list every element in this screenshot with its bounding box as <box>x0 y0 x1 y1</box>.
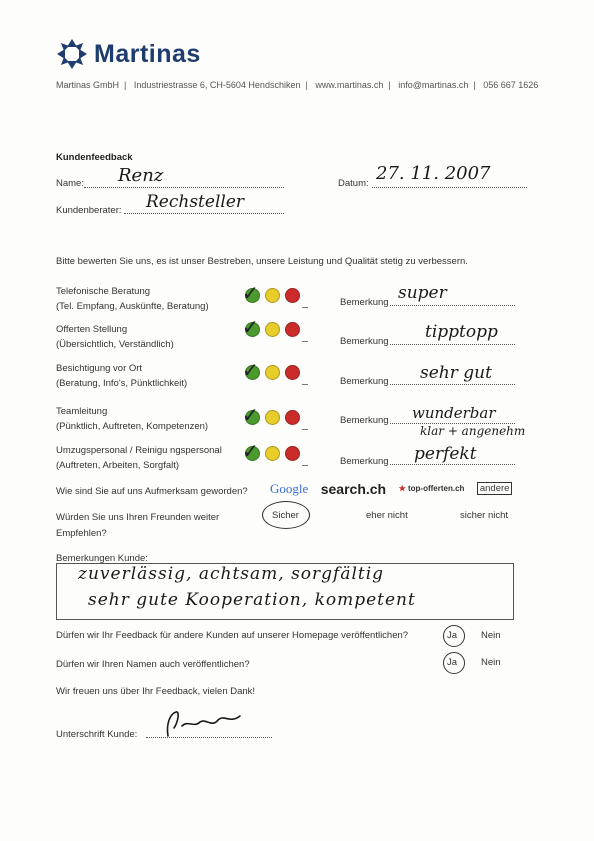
publish-feedback-question: Dürfen wir Ihr Feedback für andere Kunden auf unserer Homepage veröffentlichen? <box>56 630 409 641</box>
rating-smileys <box>242 315 300 339</box>
advisor-value[interactable]: Rechsteller <box>146 192 245 212</box>
rating-smileys <box>242 358 300 382</box>
divider <box>302 384 308 385</box>
smiley-medium-icon[interactable] <box>265 322 280 337</box>
company-name: Martinas GmbH <box>56 80 120 90</box>
remark-line <box>390 464 515 465</box>
advisor-label: Kundenberater: <box>56 205 122 216</box>
rating-row-label <box>56 404 208 434</box>
rating-row-label <box>56 361 187 391</box>
company-phone: 056 667 1626 <box>483 80 539 90</box>
top-offerten-label: top-offerten.ch <box>407 484 465 494</box>
remark-label: Bemerkung <box>340 456 389 467</box>
smiley-bad-icon[interactable] <box>285 288 300 303</box>
rating-title: Telefonische Beratung <box>56 286 151 297</box>
other-option[interactable] <box>477 482 513 495</box>
rating-row-label <box>56 443 222 473</box>
rating-detail: (Auftreten, Arbeiten, Sorgfalt) <box>56 460 180 471</box>
search-ch-label: search.ch <box>320 481 387 498</box>
form-title: Kundenfeedback <box>56 152 133 163</box>
rating-detail: (Beratung, Info's, Pünktlichkeit) <box>56 378 188 389</box>
rating-row-label <box>56 284 209 314</box>
remark-label: Bemerkung <box>340 297 389 308</box>
company-website[interactable]: www.martinas.ch <box>315 80 384 90</box>
divider <box>302 465 308 466</box>
martinas-logo-icon <box>56 38 88 70</box>
check-mark-icon: ✓ <box>242 281 259 305</box>
thanks-text: Wir freuen uns über Ihr Feedback, vielen Dank! <box>56 686 256 697</box>
date-value[interactable]: 27. 11. 2007 <box>376 163 491 184</box>
company-email[interactable]: info@martinas.ch <box>398 80 469 90</box>
star-icon: ★ <box>398 484 406 494</box>
publish-name-yes[interactable]: Ja <box>447 657 458 668</box>
comments-label: Bemerkungen Kunde: <box>56 553 148 564</box>
smiley-bad-icon[interactable] <box>285 322 300 337</box>
name-line <box>84 187 284 188</box>
smiley-medium-icon[interactable] <box>265 446 280 461</box>
top-offerten-option[interactable] <box>399 484 465 493</box>
smiley-good-icon[interactable] <box>242 439 260 463</box>
publish-feedback-no[interactable]: Nein <box>481 630 501 641</box>
recommend-eher-nicht-option[interactable]: eher nicht <box>366 510 408 521</box>
remark-value[interactable]: super <box>398 283 447 303</box>
rating-detail: (Pünktlich, Auftreten, Kompetenzen) <box>56 421 209 432</box>
remark-label: Bemerkung <box>340 336 389 347</box>
rating-title: Offerten Stellung <box>56 324 128 335</box>
comments-line-1: zuverlässig, achtsam, sorgfältig <box>78 564 385 584</box>
remark-line <box>390 384 515 385</box>
company-address: Industriestrasse 6, CH-5604 Hendschiken <box>133 80 301 90</box>
other-label: andere <box>479 483 510 495</box>
smiley-medium-icon[interactable] <box>265 410 280 425</box>
google-option[interactable] <box>270 480 308 497</box>
smiley-medium-icon[interactable] <box>265 288 280 303</box>
recommend-sicher-nicht-option[interactable]: sicher nicht <box>460 510 509 521</box>
intro-text: Bitte bewerten Sie uns, es ist unser Bestreben, unsere Leistung und Qualität stetig zu verbessern. <box>56 256 468 267</box>
brand-name: Martinas <box>94 40 201 68</box>
smiley-good-icon[interactable] <box>242 403 260 427</box>
rating-title: Teamleitung <box>56 406 108 417</box>
rating-smileys <box>242 403 300 427</box>
attention-question: Wie sind Sie auf uns Aufmerksam geworden? <box>56 486 248 497</box>
smiley-bad-icon[interactable] <box>285 410 300 425</box>
publish-name-question: Dürfen wir Ihren Namen auch veröffentlichen? <box>56 659 250 670</box>
rating-title: Besichtigung vor Ort <box>56 363 143 374</box>
publish-name-no[interactable]: Nein <box>481 657 501 668</box>
signature-image[interactable] <box>160 706 252 742</box>
remark-line <box>390 344 515 345</box>
divider <box>302 429 308 430</box>
rating-detail: (Tel. Empfang, Auskünfte, Beratung) <box>56 301 209 312</box>
check-mark-icon: ✓ <box>242 315 259 339</box>
attention-options <box>270 480 512 498</box>
remark-value[interactable]: wunderbar <box>412 404 496 422</box>
rating-detail: (Übersichtlich, Verständlich) <box>56 339 174 350</box>
search-ch-option[interactable] <box>321 480 386 497</box>
advisor-line <box>124 213 284 214</box>
name-value[interactable]: Renz <box>118 165 164 186</box>
remark-value[interactable]: perfekt <box>414 444 477 464</box>
google-label: Google <box>270 481 309 497</box>
remark-label: Bemerkung <box>340 415 389 426</box>
comments-line-2: sehr gute Kooperation, kompetent <box>88 590 416 610</box>
smiley-good-icon[interactable] <box>242 358 260 382</box>
rating-row-label <box>56 322 174 352</box>
divider <box>302 341 308 342</box>
publish-feedback-yes[interactable]: Ja <box>447 630 458 641</box>
date-line <box>372 187 527 188</box>
contact-line: Martinas GmbH | Industriestrasse 6, CH-5604 Hendschiken | www.martinas.ch | info@martinas.ch | 056 667 1626 <box>56 80 539 90</box>
name-label: Name: <box>56 178 84 189</box>
divider <box>302 307 308 308</box>
date-label: Datum: <box>338 178 369 189</box>
recommend-question-line2: Empfehlen? <box>56 528 107 539</box>
check-mark-icon: ✓ <box>242 439 259 463</box>
remark-value-extra[interactable]: klar + angenehm <box>420 424 526 438</box>
remark-label: Bemerkung <box>340 376 389 387</box>
rating-smileys <box>242 439 300 463</box>
recommend-question: Würden Sie uns Ihren Freunden weiter <box>56 512 220 523</box>
smiley-good-icon[interactable] <box>242 315 260 339</box>
rating-title: Umzugspersonal / Reinigu ngspersonal <box>56 445 222 456</box>
remark-value[interactable]: sehr gut <box>420 363 492 383</box>
remark-line <box>390 305 515 306</box>
smiley-bad-icon[interactable] <box>285 446 300 461</box>
smiley-bad-icon[interactable] <box>285 365 300 380</box>
recommend-sicher-option[interactable]: Sicher <box>272 510 299 521</box>
smiley-medium-icon[interactable] <box>265 365 280 380</box>
smiley-good-icon[interactable] <box>242 281 260 305</box>
signature-label: Unterschrift Kunde: <box>56 729 138 740</box>
remark-value[interactable]: tipptopp <box>425 322 498 342</box>
rating-smileys <box>242 281 300 305</box>
check-mark-icon: ✓ <box>242 358 259 382</box>
check-mark-icon: ✓ <box>242 403 259 427</box>
